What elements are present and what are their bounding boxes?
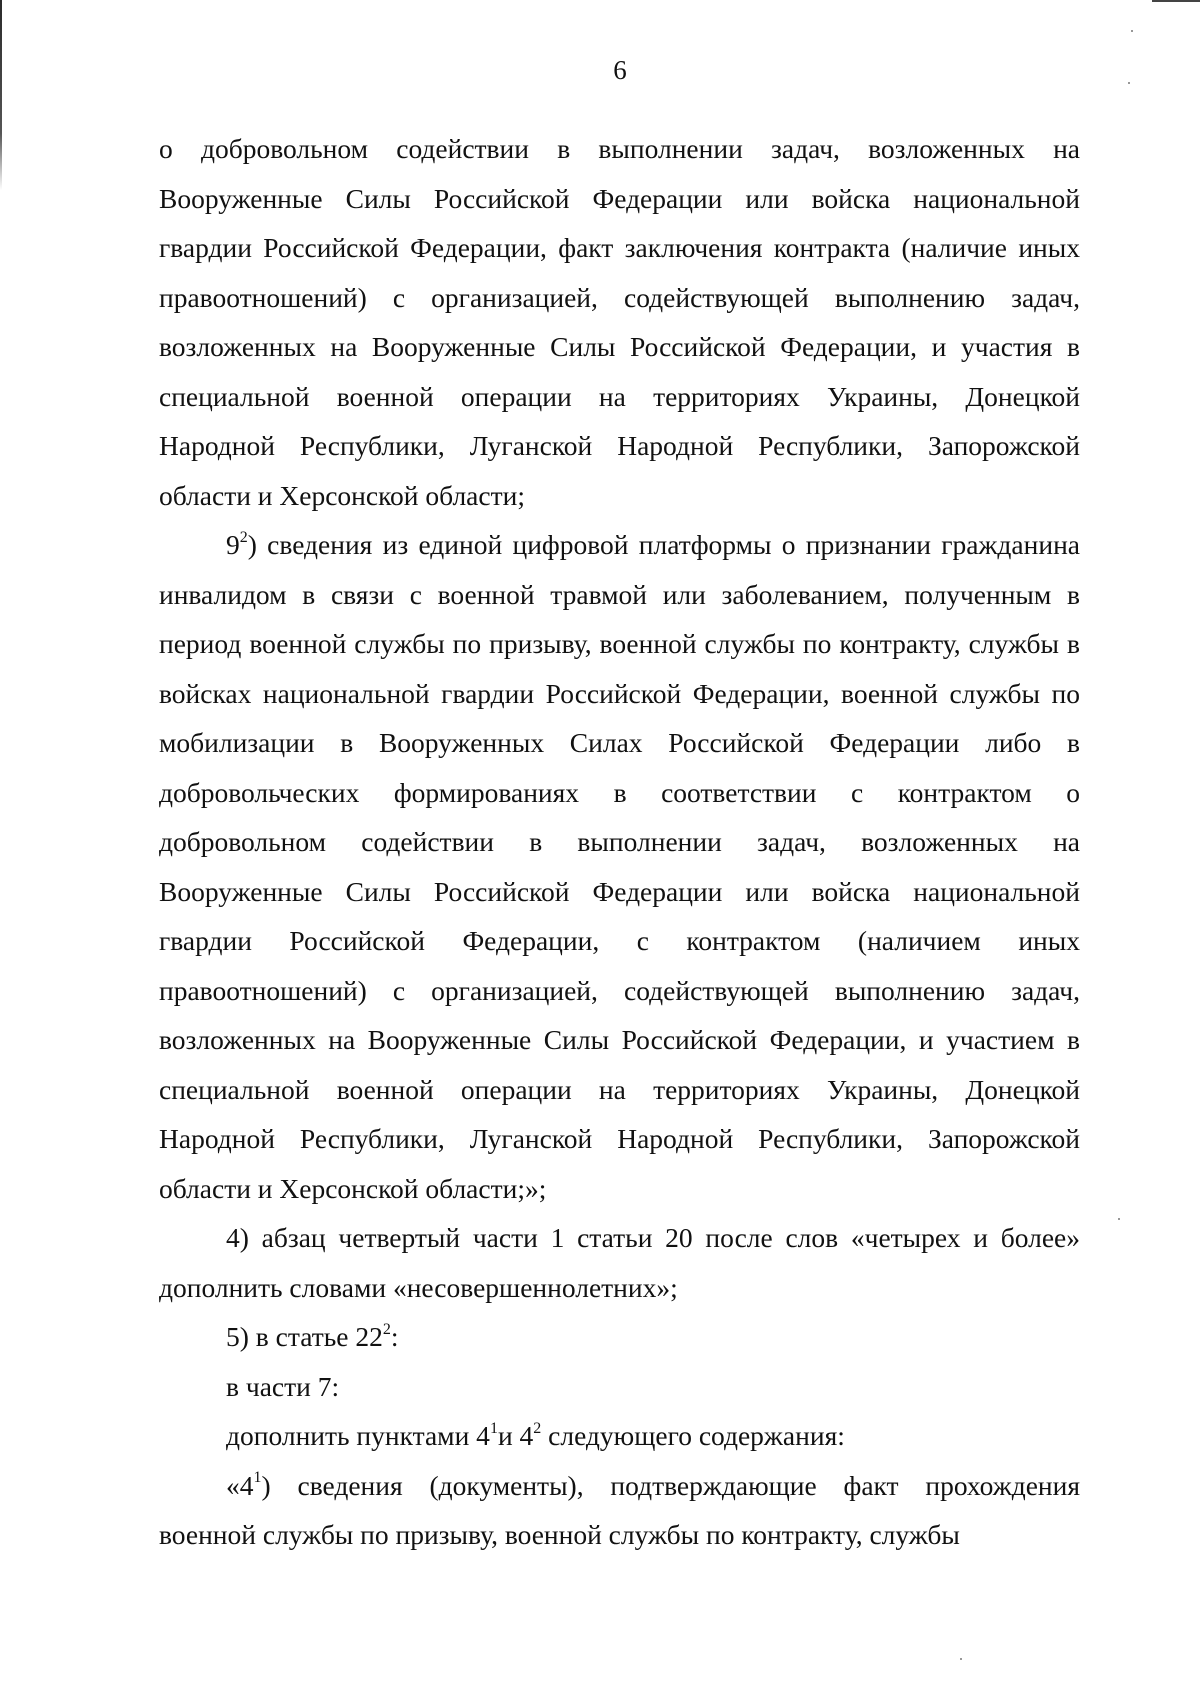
scan-speck [1118,1218,1120,1220]
scan-border-left [0,0,2,190]
scan-speck [1131,30,1133,32]
item-text: «4 [226,1469,254,1501]
item-superscript: 1 [253,1469,262,1487]
item-text: ) сведения из единой цифровой платформы о признании гражданина инвалидом в связи с военной травмой или заболеванием, полученным в период военной службы по призыву, военной службы по контракту, службы в войсках национальной гвардии Российской Федерации, военной службы по мобилизации в Вооруженных Силах Российской Федерации либо в добровольческих формированиях в соответствии с контрактом о добровольном содействии в выполнении задач, возложенных на Вооруженные Силы Российской Федерации или войска национальной гвардии Российской Федерации, с контрактом (наличием иных правоотношений) с организацией, содействующей выполнению задач, возложенных на Вооруженные Силы Российской Федерации, и участием в специальной военной операции на территориях Украины, Донецкой Народной Республики, Луганской Народной Республики, Запорожской области и Херсонской области;»; [159,529,1080,1204]
item-superscript: 2 [239,528,248,546]
item-superscript: 2 [382,1320,391,1338]
item-text: 5) в статье 22 [226,1321,383,1352]
scan-speck [960,1658,962,1660]
page-number: 6 [613,55,627,85]
scan-border-top [1152,0,1200,2]
paragraph-item-4: 4) абзац четвертый части 1 статьи 20 после слов «четырех и более» дополнить словами «несовершеннолетних»; [159,1222,1080,1303]
item-text: ) сведения (документы), подтверждающие факт прохождения военной службы по призыву, военной службы по контракту, службы [159,1469,1080,1550]
paragraph-add-items [159,1411,1080,1461]
item-text: дополнить пунктами 4 [226,1420,490,1451]
item-number: 9 [226,529,240,560]
item-text-end: следующего содержания: [541,1420,845,1451]
document-body [159,124,1080,1560]
paragraph-item-9-2 [159,520,1080,1213]
item-superscript: 1 [489,1419,498,1437]
item-text-end: : [390,1321,399,1352]
paragraph-part-7: в части 7: [226,1370,340,1402]
item-superscript: 2 [533,1419,542,1437]
item-text: и 4 [497,1420,534,1451]
paragraph-item-4-1 [159,1461,1080,1560]
paragraph-continuation: о добровольном содействии в выполнении задач, возложенных на Вооруженные Силы Российской Федерации или войска национальной гвардии Российской Федерации, факт заключения контракта (наличие иных правоотношений) с организацией, содействующей выполнению задач, возложенных на Вооруженные Силы Российской Федерации, и участия в специальной военной операции на территориях Украины, Донецкой Народной Республики, Луганской Народной Республики, Запорожской области и Херсонской области; [159,133,1080,511]
paragraph-item-5 [159,1312,1080,1362]
